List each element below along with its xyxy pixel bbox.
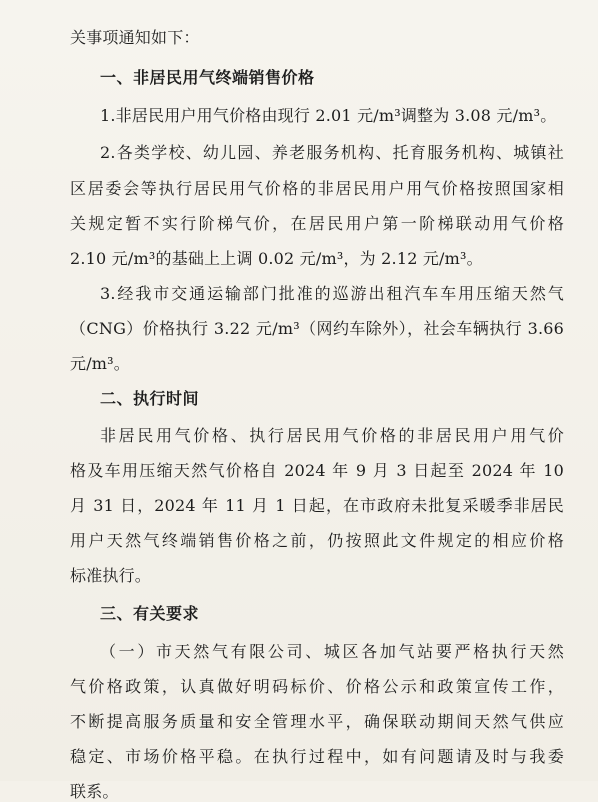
paragraph-1-3-line-1: 3.经我市交通运输部门批准的巡游出租汽车车用压缩天然气 bbox=[100, 284, 564, 303]
paragraph-3-line-1: （一）市天然气有限公司、城区各加气站要严格执行天然 bbox=[100, 642, 564, 661]
paragraph-1-1: 1.非居民用户用气价格由现行 2.01 元/m³调整为 3.08 元/m³。 bbox=[100, 106, 557, 125]
paragraph-3-line-5: 联系。 bbox=[70, 782, 119, 801]
paragraph-2-line-1: 非居民用气价格、执行居民用气价格的非居民用户用气价 bbox=[100, 426, 564, 445]
paragraph-3-line-4: 稳定、市场价格平稳。在执行过程中，如有问题请及时与我委 bbox=[70, 747, 564, 766]
paragraph-1-3-line-2: （CNG）价格执行 3.22 元/m³（网约车除外），社会车辆执行 3.66 bbox=[70, 319, 564, 338]
paragraph-1-3-line-3: 元/m³。 bbox=[70, 354, 130, 373]
section-heading-1: 一、非居民用气终端销售价格 bbox=[100, 68, 315, 87]
paragraph-1-2-line-4: 2.10 元/m³的基础上上调 0.02 元/m³，为 2.12 元/m³。 bbox=[70, 249, 483, 268]
section-heading-3: 三、有关要求 bbox=[100, 604, 200, 623]
paragraph-2-line-2: 格及车用压缩天然气价格自 2024 年 9 月 3 日起至 2024 年 10 bbox=[70, 461, 564, 480]
intro-text: 关事项通知如下： bbox=[70, 28, 200, 47]
paragraph-1-2-line-1: 2.各类学校、幼儿园、养老服务机构、托育服务机构、城镇社 bbox=[100, 143, 564, 162]
paragraph-1-2-line-3: 关规定暂不实行阶梯气价，在居民用户第一阶梯联动用气价格 bbox=[70, 214, 564, 233]
paragraph-3-line-2: 气价格政策，认真做好明码标价、价格公示和政策宣传工作， bbox=[70, 677, 564, 696]
paragraph-2-line-3: 月 31 日，2024 年 11 月 1 日起，在市政府未批复采暖季非居民 bbox=[70, 496, 564, 515]
paragraph-1-2-line-2: 区居委会等执行居民用气价格的非居民用户用气价格按照国家相 bbox=[70, 179, 564, 198]
paragraph-3-line-3: 不断提高服务质量和安全管理水平，确保联动期间天然气供应 bbox=[70, 712, 564, 731]
paragraph-2-line-4: 用户天然气终端销售价格之前，仍按照此文件规定的相应价格 bbox=[70, 531, 564, 550]
paragraph-2-line-5: 标准执行。 bbox=[70, 566, 152, 585]
section-heading-2: 二、执行时间 bbox=[100, 389, 200, 408]
